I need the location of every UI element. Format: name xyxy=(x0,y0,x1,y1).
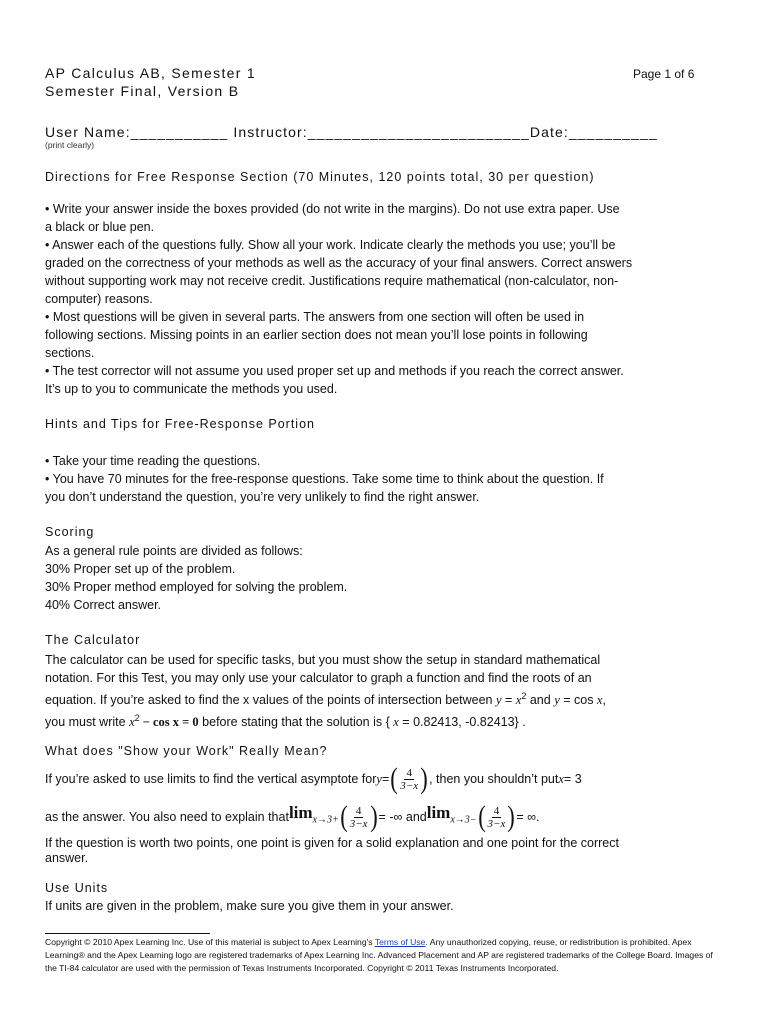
footer-divider xyxy=(45,933,210,934)
scoring-line: 40% Correct answer. xyxy=(45,598,162,612)
show-work-closing xyxy=(45,834,619,867)
show-work-closing-line: If the question is worth two points, one point is given for a solid explanation and one point for the correct xyxy=(45,836,619,850)
calculator-text xyxy=(45,651,606,731)
fraction-4-over-3-minus-x: ( $\frac{4}{3-x}$ ) xyxy=(339,800,378,833)
limit-right: $\lim_{x\to 3+}$ xyxy=(288,803,339,826)
hints-line: you don’t understand the question, you’re very unlikely to find the right answer. xyxy=(45,490,480,504)
fraction-4-over-3-minus-x: ( $\frac{4}{3-x}$ ) xyxy=(390,762,428,795)
directions-line: • Answer each of the questions fully. Show all your work. Indicate clearly the methods you use; you’ll be xyxy=(45,238,616,252)
limit-left: $\lim_{x\to 3-}$ xyxy=(426,803,477,826)
copyright-footer: Copyright © 2010 Apex Learning Inc. Use of this material is subject to Apex Learning's Terms of Use. Any unauthorized copying, reuse, or redistribution is prohibited. Apex Learning® and the Apex Learning logo are registered trademarks of Apex Learning Inc. Advanced Placement and AP are registered trademarks of the College Board. Images of the TI-84 calculator are used with the permission of Texas Instruments Incorporated. Copyright © 2011 Texas Instruments Incorporated. xyxy=(45,937,713,973)
show-work-heading: What does "Show your Work" Really Mean? xyxy=(45,744,328,758)
directions-heading: Directions for Free Response Section (70 Minutes, 120 points total, 30 per question) xyxy=(45,170,595,184)
calculator-line-4: you must write $x^2 - \cos x = 0$ before stating that the solution is { x = 0.82413, -0.82413} . xyxy=(45,713,526,730)
directions-line: computer) reasons. xyxy=(45,292,153,306)
directions-line: sections. xyxy=(45,346,95,360)
calculator-heading: The Calculator xyxy=(45,633,141,647)
show-work-line-2: as the answer. You also need to explain that $\lim_{x\to 3+}$ ( $\frac{4}{3-x}$ ) = -∞ and $\lim_{x\to 3-}$ ( $\frac{4}{3-x}$ ) = ∞. xyxy=(45,800,540,833)
scoring-list xyxy=(45,542,347,614)
scoring-line: As a general rule points are divided as follows: xyxy=(45,544,303,558)
hints-line: • Take your time reading the questions. xyxy=(45,454,261,468)
directions-line: It’s up to you to communicate the methods you used. xyxy=(45,382,338,396)
hints-list xyxy=(45,452,604,506)
calculator-line-3: equation. If you’re asked to find the x values of the points of intersection between $y = x^2$ and y = cos x, xyxy=(45,691,606,708)
scoring-line: 30% Proper method employed for solving the problem. xyxy=(45,580,348,594)
show-work-line-1: If you’re asked to use limits to find the vertical asymptote for y = ( $\frac{4}{3-x}$ ) , then you shouldn’t put x = 3 xyxy=(45,762,582,795)
directions-line: • Most questions will be given in several parts. The answers from one section will often be used in xyxy=(45,310,585,324)
hints-line: • You have 70 minutes for the free-response questions. Take some time to think about the question. If xyxy=(45,472,604,486)
directions-line: following sections. Missing points in an earlier section does not mean you’ll lose points in following xyxy=(45,328,588,342)
units-text: If units are given in the problem, make sure you give them in your answer. xyxy=(45,899,454,913)
units-heading: Use Units xyxy=(45,881,109,895)
scoring-heading: Scoring xyxy=(45,525,95,539)
calculator-line: The calculator can be used for specific tasks, but you must show the setup in standard mathematical xyxy=(45,653,601,667)
scoring-line: 30% Proper set up of the problem. xyxy=(45,562,236,576)
page-number: Page 1 of 6 xyxy=(633,67,695,81)
directions-line: • Write your answer inside the boxes provided (do not write in the margins). Do not use extra paper. Use xyxy=(45,202,620,216)
directions-line: a black or blue pen. xyxy=(45,220,155,234)
directions-line: • The test corrector will not assume you used proper set up and methods if you reach the correct answer. xyxy=(45,364,624,378)
document-title: AP Calculus AB, Semester 1 xyxy=(45,65,256,81)
hints-heading: Hints and Tips for Free-Response Portion xyxy=(45,417,315,431)
terms-of-use-link[interactable]: Terms of Use xyxy=(374,937,426,947)
print-clearly-note: (print clearly) xyxy=(45,140,95,150)
directions-line: without supporting work may not receive credit. Justifications require mathematical (non-calculator, non- xyxy=(45,274,619,288)
directions-list xyxy=(45,200,632,398)
calculator-line: notation. For this Test, you may only use your calculator to graph a function and find the roots of an xyxy=(45,671,592,685)
document-subtitle: Semester Final, Version B xyxy=(45,83,240,99)
show-work-closing-line: answer. xyxy=(45,851,89,865)
fraction-4-over-3-minus-x: ( $\frac{4}{3-x}$ ) xyxy=(477,800,516,833)
directions-line: graded on the correctness of your methods as well as the accuracy of your final answers. Correct answers xyxy=(45,256,633,270)
user-info-line: User Name:___________ Instructor:_________________________Date:__________ xyxy=(45,124,658,140)
